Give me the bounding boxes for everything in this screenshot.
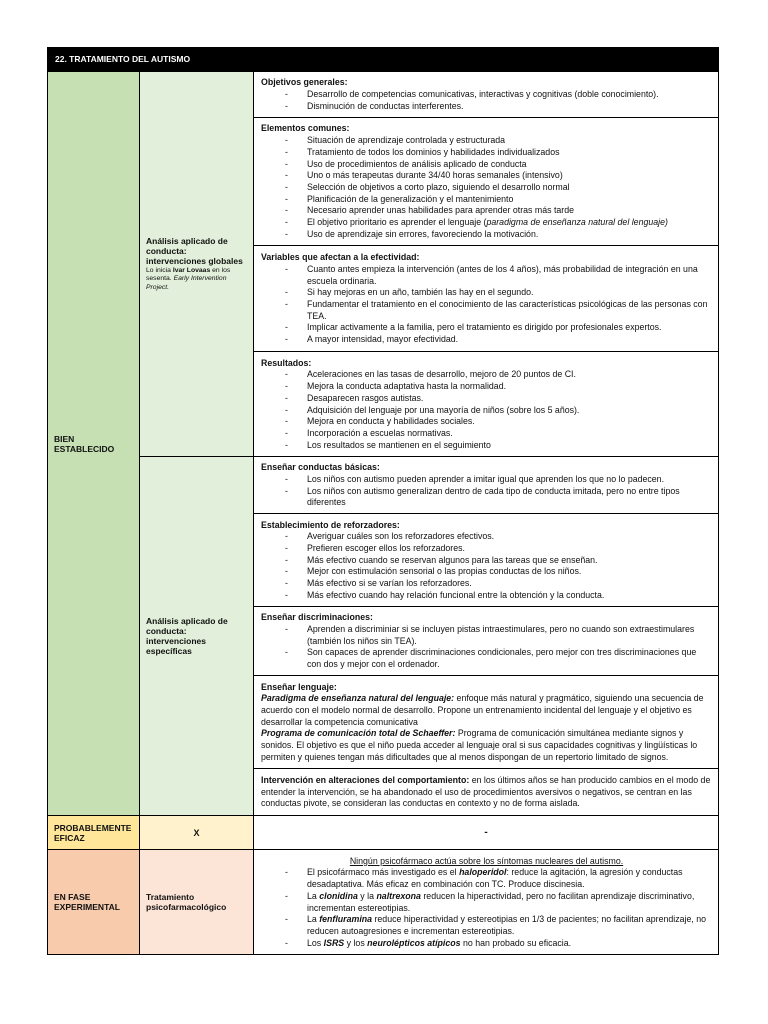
list-item: - Los niños con autismo generalizan dentro de cada tipo de conducta imitada, pero no entre tipos diferentes — [261, 486, 712, 509]
p2-label: Programa de comunicación total de Schaeffer: — [261, 728, 456, 739]
item-italic: paradigma de enseñanza natural del lenguaje) — [486, 217, 668, 228]
alteraciones-text: en los últimos años se han producido cambios en el modo de entender la intervención, se ha abandonado el uso de procedimientos aversivos o negativos, se centran en las conductas pivote, se consideran las conductas en contexto y no de forma aislada. — [261, 774, 711, 809]
cell-lenguaje — [254, 676, 719, 769]
list-item: - Aceleraciones en las tasas de desarrollo, mejoro de 20 puntos de CI. — [261, 369, 712, 381]
item-text: reduce hiperactividad y estereotipias en 1/3 de pacientes; no facilitan aprendizaje, no reducen autoagresiones e incrementan estereotipias. — [307, 914, 707, 936]
drug-haloperidol: haloperidol — [459, 867, 507, 878]
drug-clonidina: clonidina — [319, 890, 358, 901]
list-item: - Planificación de la generalización y el mantenimiento — [261, 194, 712, 206]
table-title: 22. TRATAMIENTO DEL AUTISMO — [47, 47, 719, 71]
list-item: - Incorporación a escuelas normativas. — [261, 428, 712, 440]
cell-discriminaciones — [254, 607, 719, 676]
list-item — [261, 217, 712, 229]
list-item: - A mayor intensidad, mayor efectividad. — [261, 334, 712, 346]
list-item: - Fundamentar el tratamiento en el conocimiento de las características psicológicas de las personas con TEA. — [261, 299, 712, 322]
item-text: Los — [307, 937, 324, 948]
lenguaje-heading: Enseñar lenguaje: — [261, 681, 337, 692]
cell-conductas-basicas — [254, 457, 719, 514]
group-specific: Análisis aplicado de conducta: intervenciones específicas — [140, 457, 254, 816]
list-item: - Mejora en conducta y habilidades sociales. — [261, 416, 712, 428]
item-text: : reduce la agitación, la agresión y conductas desadaptativa. Más eficaz en combinación con TC. Produce discinesia. — [307, 867, 683, 890]
item-text: y los — [344, 937, 368, 948]
list-item: - Desaparecen rasgos autistas. — [261, 393, 712, 405]
list-item: - Si hay mejoras en un año, también las hay en el segundo. — [261, 287, 712, 299]
list-item: - Mejor con estimulación sensorial o las propias conductas de los niños. — [261, 566, 712, 578]
cell-resultados — [254, 352, 719, 457]
list-item: - Disminución de conductas interferentes. — [261, 101, 712, 113]
list-item: - Situación de aprendizaje controlada y estructurada — [261, 135, 712, 147]
cell-variables — [254, 246, 719, 352]
list-item — [261, 938, 712, 950]
list-item: - Más efectivo cuando se reservan algunos para las tareas que se enseñan. — [261, 555, 712, 567]
p1-label: Paradigma de enseñanza natural del lenguaje: — [261, 693, 455, 704]
cell-elementos — [254, 118, 719, 246]
cell-objetivos — [254, 72, 719, 118]
list-item: - Más efectivo si se varían los reforzadores. — [261, 578, 712, 590]
row-experimental — [48, 850, 719, 955]
list-item: - Los niños con autismo pueden aprender a imitar igual que aprenden los que no lo padecen. — [261, 474, 712, 486]
probable-mark: X — [140, 816, 254, 850]
list-item: - Son capaces de aprender discriminaciones condicionales, pero mejor con tres discriminaciones que con dos y mejor con el ordenador. — [261, 647, 712, 670]
probable-content: - — [254, 816, 719, 850]
list-item: - Selección de objetivos a corto plazo, siguiendo el desarrollo normal — [261, 182, 712, 194]
list-item: - Los resultados se mantienen en el seguimiento — [261, 440, 712, 452]
item-text: reducen la hiperactividad, pero no facilitan aprendizaje discriminativo, incrementan estereotipias. — [307, 890, 695, 913]
list-item — [261, 914, 712, 937]
list-item: - Uso de aprendizaje sin errores, favoreciendo la motivación. — [261, 229, 712, 241]
lenguaje-p2 — [261, 728, 712, 763]
row-conductas-basicas — [48, 457, 719, 514]
drug-fenfluramina: fenfluramina — [319, 914, 373, 925]
list-item: - Uno o más terapeutas durante 34/40 horas semanales (intensivo) — [261, 170, 712, 182]
cell-pharma — [254, 850, 719, 955]
list-item: - Mejora la conducta adaptativa hasta la normalidad. — [261, 381, 712, 393]
level-experimental: EN FASE EXPERIMENTAL — [48, 850, 140, 955]
list-item — [261, 867, 712, 890]
note-mid: en los sesenta. — [146, 266, 231, 283]
note-project: Early Intervention Project. — [146, 275, 227, 291]
item-text: y la — [357, 890, 377, 901]
list-item: - Uso de procedimientos de análisis aplicado de conducta — [261, 159, 712, 171]
document-table — [47, 47, 719, 955]
item-text: El objetivo prioritario es aprender el lenguaje ( — [307, 217, 487, 228]
note-author: Ivar Lovaas — [172, 266, 211, 274]
discriminaciones-heading: Enseñar discriminaciones: — [261, 612, 373, 623]
reforzadores-heading: Establecimiento de reforzadores: — [261, 519, 400, 530]
note-pre: Lo inicia — [146, 266, 173, 274]
cell-alteraciones — [254, 769, 719, 816]
list-item: - Desarrollo de competencias comunicativas, interactivas y cognitivas (doble conocimiento). — [261, 89, 712, 101]
list-item: - Más efectivo cuando hay relación funcional entre la obtención y la conducta. — [261, 590, 712, 602]
item-text: La — [307, 914, 320, 925]
p1-text: enfoque más natural y pragmático, siguiendo una secuencia de acuerdo con el modelo normal de desarrollo. Propone un entrenamiento incidental del lenguaje y el objetivo es desarrollar la competencia comunicativa — [261, 693, 704, 727]
lenguaje-p1 — [261, 693, 712, 728]
row-objetivos — [48, 72, 719, 118]
drug-isrs: ISRS — [323, 937, 345, 948]
cell-reforzadores — [254, 514, 719, 607]
level-bien-establecido: BIEN ESTABLECIDO — [48, 72, 140, 816]
list-item: - Implicar activamente a la familia, pero el tratamiento es dirigido por profesionales expertos. — [261, 322, 712, 334]
variables-heading: Variables que afectan a la efectividad: — [261, 252, 420, 263]
row-probablemente — [48, 816, 719, 850]
list-item: - Prefieren escoger ellos los reforzadores. — [261, 543, 712, 555]
group-global-note — [146, 267, 247, 292]
item-text: El psicofármaco más investigado es el — [307, 867, 460, 878]
list-item — [261, 891, 712, 914]
objetivos-heading: Objetivos generales: — [261, 77, 348, 88]
conductas-heading: Enseñar conductas básicas: — [261, 462, 380, 473]
group-pharma: Tratamiento psicofarmacológico — [140, 850, 254, 955]
p2-text: Programa de comunicación simultánea mediante signos y sonidos. El objetivo es que el niño pueda acceder al lenguaje oral si sus capacidades cognitivas y lingüísticas lo permiten y quienes tengan más dificultades que al menos dispongan de un repertorio limitado de signos. — [261, 728, 698, 762]
drug-naltrexona: naltrexona — [376, 890, 421, 901]
item-text: no han probado su eficacia. — [460, 937, 572, 948]
drug-neurolepticos: neurolépticos atípicos — [367, 937, 461, 948]
list-item: - Averiguar cuáles son los reforzadores efectivos. — [261, 531, 712, 543]
group-global — [140, 72, 254, 457]
list-item: - Cuanto antes empieza la intervención (antes de los 4 años), más probabilidad de integración en una escuela ordinaria. — [261, 264, 712, 287]
alteraciones-para — [261, 775, 712, 810]
elementos-heading: Elementos comunes: — [261, 123, 350, 134]
group-global-name: Análisis aplicado de conducta: intervenciones globales — [146, 235, 243, 266]
list-item: - Aprenden a discriminiar si se incluyen pistas intraestimulares, pero no cuando son extraestimulares (también los niños sin TEA). — [261, 624, 712, 647]
list-item: - Tratamiento de todos los dominios y habilidades individualizados — [261, 147, 712, 159]
item-text: La — [307, 890, 320, 901]
resultados-heading: Resultados: — [261, 357, 312, 368]
level-probablemente-eficaz: PROBABLEMENTE EFICAZ — [48, 816, 140, 850]
list-item: - Necesario aprender unas habilidades para aprender otras más tarde — [261, 205, 712, 217]
alteraciones-label: Intervención en alteraciones del comportamiento: — [261, 774, 470, 785]
treatment-grid — [47, 71, 719, 955]
pharma-heading: Ningún psicofármaco actúa sobre los síntomas nucleares del autismo. — [349, 855, 624, 866]
list-item: - Adquisición del lenguaje por una mayoría de niños (sobre los 5 años). — [261, 405, 712, 417]
